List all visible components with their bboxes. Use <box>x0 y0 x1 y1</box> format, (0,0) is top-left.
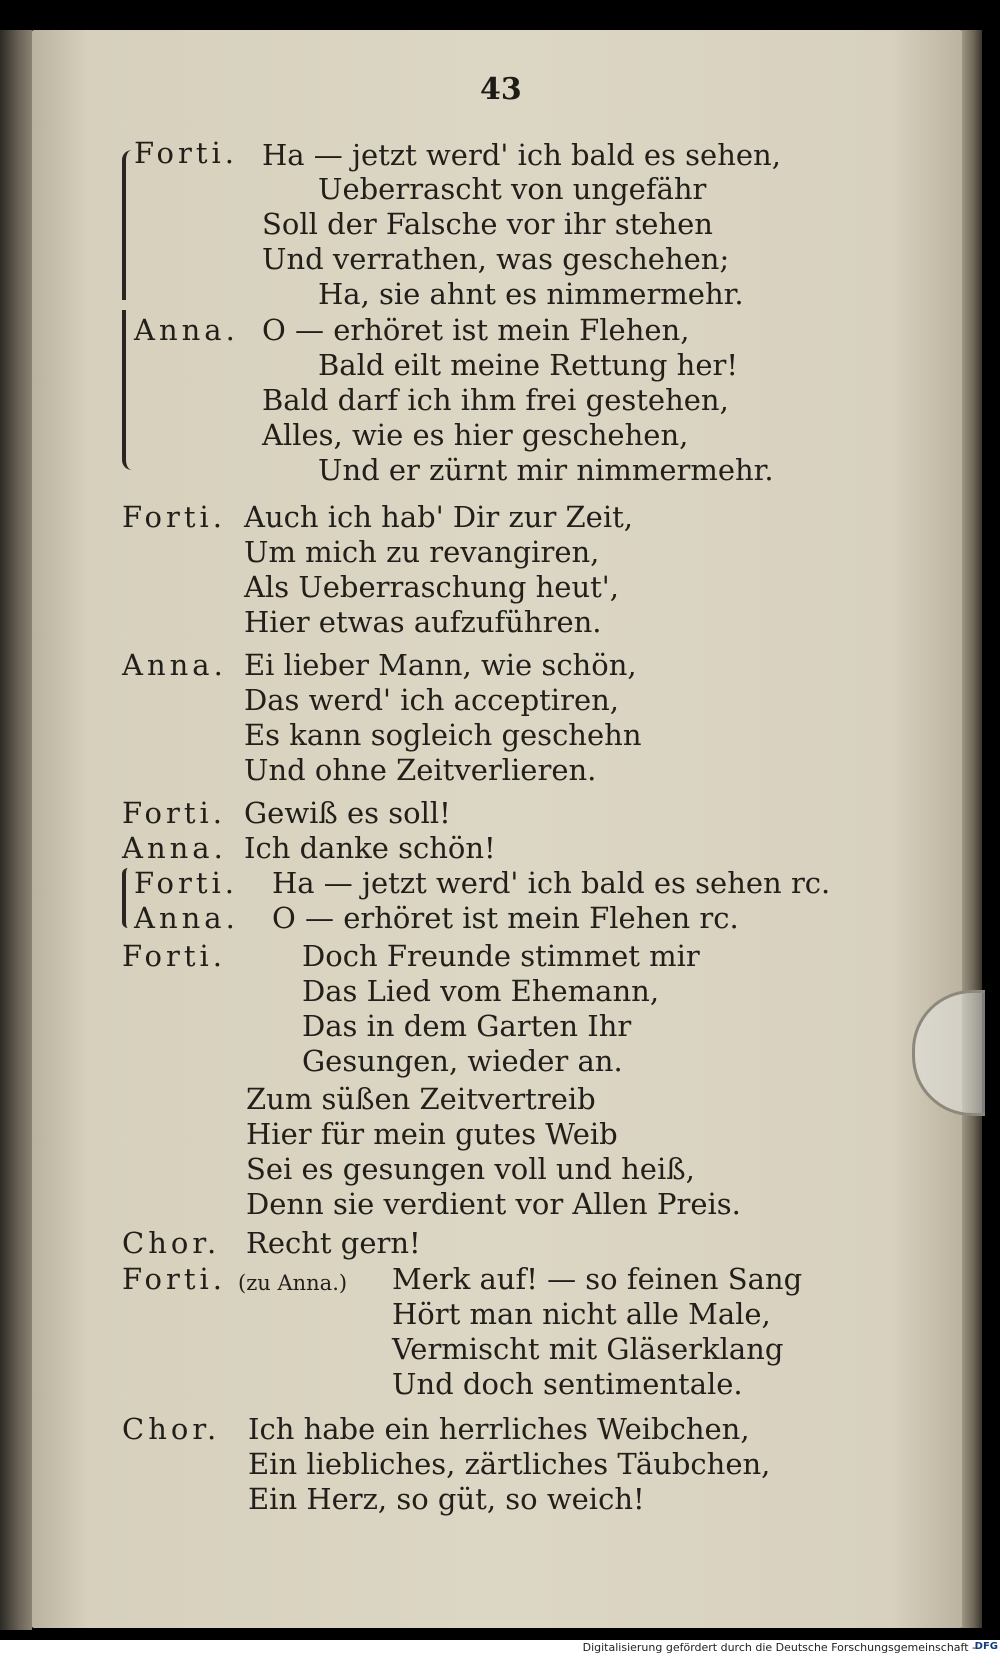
verse-line: Ha — jetzt werd' ich bald es sehen rc. <box>272 866 831 900</box>
verse-line: Ha, sie ahnt es nimmermehr. <box>318 277 744 311</box>
speaker-label: Anna. <box>134 901 239 935</box>
speaker-label: Forti. <box>134 866 239 900</box>
verse-line: Bald eilt meine Rettung her! <box>318 348 739 382</box>
verse-line: Ueberrascht von ungefähr <box>318 172 707 206</box>
verse-line: Und verrathen, was geschehen; <box>262 242 730 276</box>
verse-line: Merk auf! — so feinen Sang <box>392 1262 803 1296</box>
verse-line: Ich habe ein herrliches Weibchen, <box>248 1412 750 1446</box>
verse-line: Und er zürnt mir nimmermehr. <box>318 453 774 487</box>
duet-brace-top <box>122 150 136 300</box>
verse-line: Zum süßen Zeitvertreib <box>246 1082 596 1116</box>
speaker-label: Forti. <box>122 1262 227 1296</box>
verse-line: Ha — jetzt werd' ich bald es sehen, <box>262 138 781 172</box>
verse-line: Hier für mein gutes Weib <box>246 1117 618 1151</box>
verse-line: O — erhöret ist mein Flehen, <box>262 313 690 347</box>
verse-line: Als Ueberraschung heut', <box>244 570 619 604</box>
verse-line: Das in dem Garten Ihr <box>302 1009 632 1043</box>
verse-line: Doch Freunde stimmet mir <box>302 939 700 973</box>
verse-line: Auch ich hab' Dir zur Zeit, <box>244 500 633 534</box>
stage-direction: (zu Anna.) <box>238 1271 348 1295</box>
speaker-label: Anna. <box>122 648 227 682</box>
verse-line: Das werd' ich acceptiren, <box>244 683 620 717</box>
verse-line: Alles, wie es hier geschehen, <box>262 418 689 452</box>
speaker-label: Chor. <box>122 1226 221 1260</box>
speaker-label: Forti. <box>134 136 239 170</box>
verse-line: Vermischt mit Gläserklang <box>392 1332 784 1366</box>
verse-line: Gesungen, wieder an. <box>302 1044 623 1078</box>
verse-line: O — erhöret ist mein Flehen rc. <box>272 901 739 935</box>
verse-line: Hier etwas aufzuführen. <box>244 605 602 639</box>
verse-line: Und ohne Zeitverlieren. <box>244 753 597 787</box>
page-stack-edge <box>962 30 982 1628</box>
speaker-label: Forti. <box>122 939 227 973</box>
verse-line: Soll der Falsche vor ihr stehen <box>262 207 713 241</box>
verse-line: Recht gern! <box>246 1226 421 1260</box>
page-number: 43 <box>480 72 522 107</box>
verse-line: Sei es gesungen voll und heiß, <box>246 1152 695 1186</box>
verse-line: Um mich zu revangiren, <box>244 535 600 569</box>
footer-credit: Digitalisierung gefördert durch die Deutsche Forschungsgemeinschaft - <box>582 1641 976 1654</box>
footer-bar <box>0 1640 1000 1656</box>
speaker-label: Anna. <box>122 831 227 865</box>
verse-line: Ich danke schön! <box>244 831 496 865</box>
verse-line: Bald darf ich ihm frei gestehen, <box>262 383 729 417</box>
verse-line: Ei lieber Mann, wie schön, <box>244 648 637 682</box>
speaker-label: Chor. <box>122 1412 221 1446</box>
speaker-label: Anna. <box>134 313 239 347</box>
verse-line: Ein liebliches, zärtliches Täubchen, <box>248 1447 771 1481</box>
verse-line: Denn sie verdient vor Allen Preis. <box>246 1187 741 1221</box>
verse-line: Hört man nicht alle Male, <box>392 1297 771 1331</box>
speaker-label: Forti. <box>122 796 227 830</box>
verse-line: Und doch sentimentale. <box>392 1367 743 1401</box>
verse-line: Das Lied vom Ehemann, <box>302 974 660 1008</box>
dfg-logo: DFG <box>974 1641 998 1652</box>
facing-page-edge <box>0 30 32 1630</box>
verse-line: Es kann sogleich geschehn <box>244 718 642 752</box>
verse-line: Ein Herz, so güt, so weich! <box>248 1482 645 1516</box>
verse-line: Gewiß es soll! <box>244 796 451 830</box>
speaker-label: Forti. <box>122 500 227 534</box>
